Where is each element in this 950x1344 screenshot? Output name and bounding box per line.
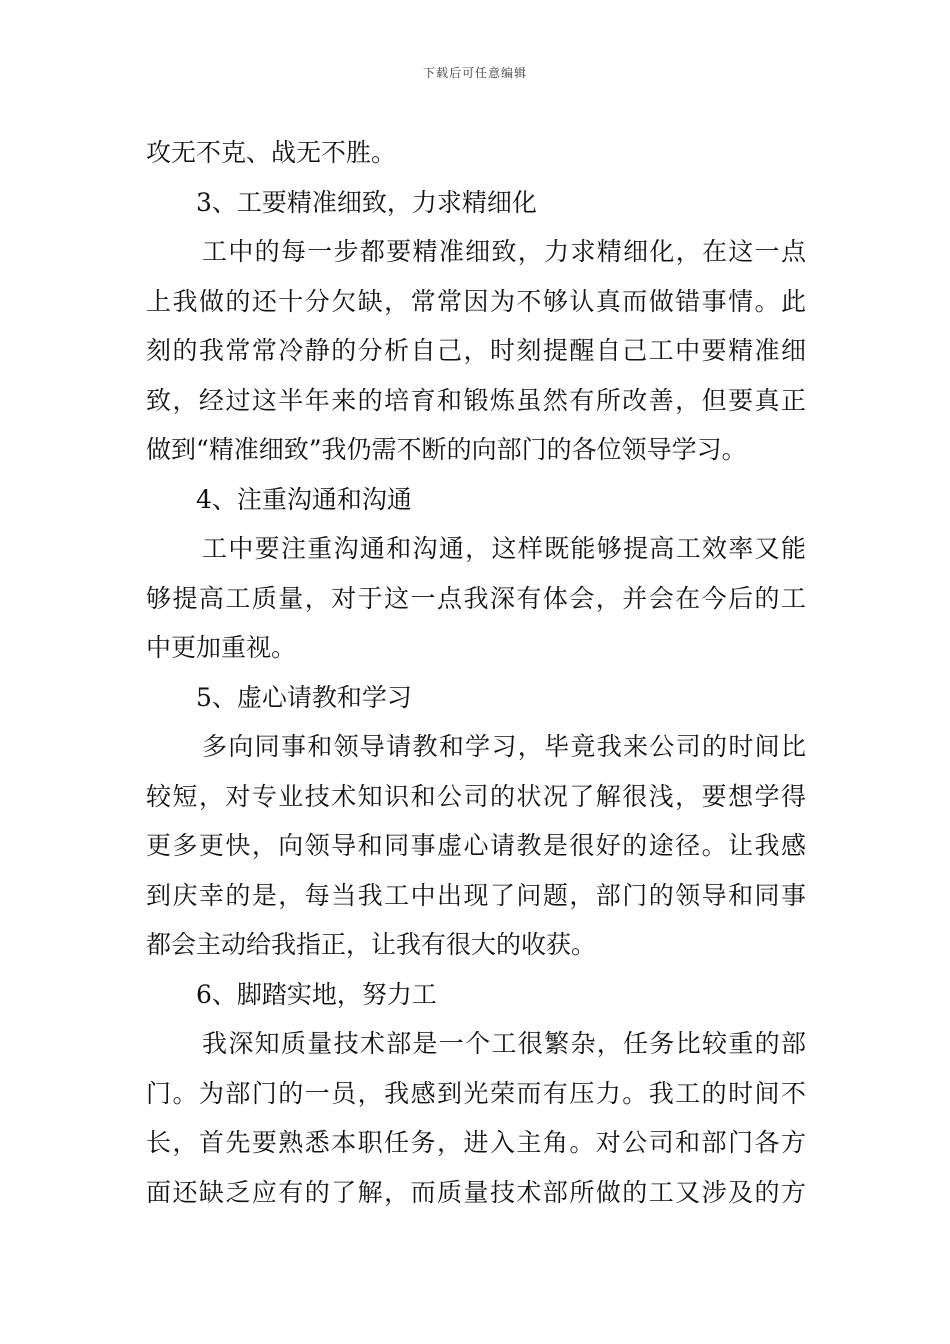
paragraph-line: 够提高工质量，对于这一点我深有体会，并会在今后的工: [146, 583, 806, 613]
paragraph-line: 我深知质量技术部是一个工很繁杂，任务比较重的部: [202, 1029, 806, 1058]
paragraph-line: 致，经过这半年来的培育和锻炼虽然有所改善，但要真正: [146, 385, 806, 415]
paragraph-line: 做到“精准细致”我仍需不断的向部门的各位领导学习。: [146, 435, 747, 464]
paragraph-line: 都会主动给我指正，让我有很大的收获。: [146, 930, 597, 959]
paragraph-line: 多向同事和领导请教和学习，毕竟我来公司的时间比: [202, 732, 806, 761]
section-heading: 3、工要精准细致，力求精细化: [196, 187, 537, 217]
paragraph-line: 更多更快，向领导和同事虚心请教是很好的途径。让我感: [146, 831, 806, 860]
document-body: [146, 128, 806, 1217]
paragraph-line: 较短，对专业技术知识和公司的状况了解很浅，要想学得: [146, 781, 806, 811]
section-heading: 4、注重沟通和沟通: [196, 484, 412, 514]
section-heading: 5、虚心请教和学习: [196, 682, 412, 712]
paragraph-line: 中更加重视。: [146, 633, 297, 662]
text-line: 攻无不克、战无不胜。: [146, 138, 397, 167]
page-header: 下载后可任意编辑: [422, 66, 527, 80]
paragraph-line: 上我做的还十分欠缺，常常因为不够认真而做错事情。此: [146, 286, 806, 316]
paragraph-line: 到庆幸的是，每当我工中出现了问题，部门的领导和同事: [146, 880, 806, 910]
section-heading: 6、脚踏实地，努力工: [196, 979, 437, 1009]
paragraph-line: 工中的每一步都要精准细致，力求精细化，在这一点: [202, 237, 806, 266]
paragraph-line: 刻的我常常冷静的分析自己，时刻提醒自己工中要精准细: [146, 336, 806, 365]
paragraph-line: 工中要注重沟通和沟通，这样既能够提高工效率又能: [202, 534, 806, 563]
paragraph-line: 门。为部门的一员，我感到光荣而有压力。我工的时间不: [146, 1078, 806, 1108]
paragraph-line: 面还缺乏应有的了解，而质量技术部所做的工又涉及的方: [146, 1177, 806, 1207]
paragraph-line: 长，首先要熟悉本职任务，进入主角。对公司和部门各方: [146, 1128, 806, 1157]
